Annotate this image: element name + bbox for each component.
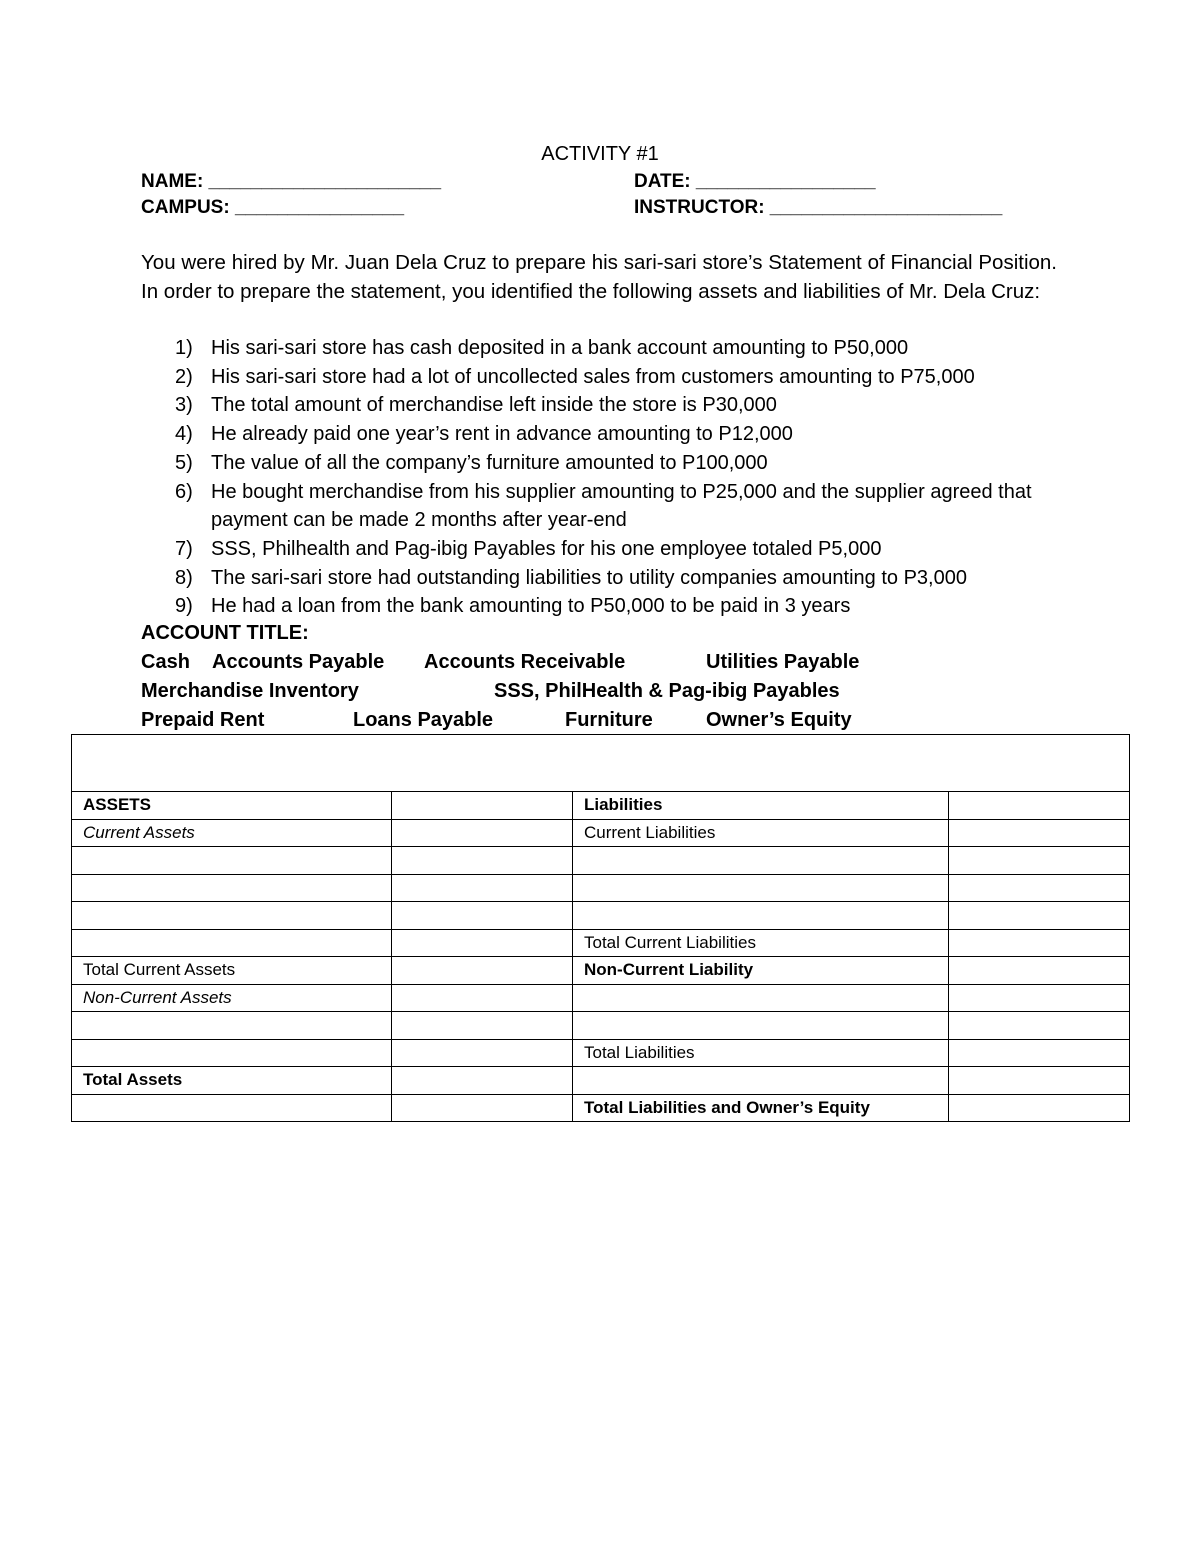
- account-cell[interactable]: [573, 847, 949, 875]
- account-owners-equity: Owner’s Equity: [706, 709, 852, 731]
- table-row: [72, 1012, 1130, 1040]
- account-cell[interactable]: [573, 874, 949, 902]
- items-list: [141, 334, 1057, 621]
- table-row: [72, 929, 1130, 957]
- amount-cell[interactable]: [392, 847, 573, 875]
- account-cash: Cash: [141, 651, 190, 673]
- table-row: [72, 984, 1130, 1012]
- account-utilities-payable: Utilities Payable: [706, 651, 860, 673]
- amount-cell[interactable]: [392, 929, 573, 957]
- table-row: [72, 874, 1130, 902]
- non-current-liability-label: Non-Current Liability: [573, 957, 949, 985]
- amount-cell[interactable]: [949, 874, 1130, 902]
- amount-cell[interactable]: [949, 792, 1130, 820]
- table-row: [72, 957, 1130, 985]
- amount-cell[interactable]: [949, 819, 1130, 847]
- amount-cell[interactable]: [392, 902, 573, 930]
- total-liabilities-equity-label: Total Liabilities and Owner’s Equity: [573, 1094, 949, 1122]
- list-item: 4) He already paid one year’s rent in advance amounting to P12,000: [175, 423, 793, 446]
- account-sss-payables: SSS, PhilHealth & Pag-ibig Payables: [494, 680, 840, 702]
- list-item: 3) The total amount of merchandise left inside the store is P30,000: [175, 394, 777, 417]
- amount-cell[interactable]: [392, 1012, 573, 1040]
- account-merchandise-inventory: Merchandise Inventory: [141, 680, 359, 702]
- account-cell[interactable]: [72, 874, 392, 902]
- amount-cell[interactable]: [949, 847, 1130, 875]
- amount-cell[interactable]: [392, 957, 573, 985]
- table-row: [72, 902, 1130, 930]
- amount-cell[interactable]: [392, 874, 573, 902]
- amount-cell[interactable]: [949, 1012, 1130, 1040]
- campus-field: CAMPUS: ________________: [141, 197, 405, 218]
- amount-cell[interactable]: [949, 1067, 1130, 1095]
- account-accounts-payable: Accounts Payable: [212, 651, 385, 673]
- list-item: 8) The sari-sari store had outstanding liabilities to utility companies amounting to P3,000: [175, 566, 967, 589]
- date-field: DATE: _________________: [634, 171, 876, 192]
- table-row: [72, 1094, 1130, 1122]
- table-row: [72, 847, 1130, 875]
- amount-cell[interactable]: [392, 792, 573, 820]
- list-item: 2) His sari-sari store had a lot of uncollected sales from customers amounting to P75,000: [175, 365, 975, 388]
- account-prepaid-rent: Prepaid Rent: [141, 709, 265, 731]
- list-item: 5) The value of all the company’s furniture amounted to P100,000: [175, 451, 768, 474]
- account-cell[interactable]: [573, 1067, 949, 1095]
- current-liabilities-label: Current Liabilities: [573, 819, 949, 847]
- intro-paragraph: You were hired by Mr. Juan Dela Cruz to prepare his sari-sari store’s Statement of Financial Position. In order to prepare the statement, you identified the following assets and liabilities of Mr. Dela Cruz:: [141, 251, 1057, 303]
- table-row: [72, 792, 1130, 820]
- amount-cell[interactable]: [949, 902, 1130, 930]
- total-assets-label: Total Assets: [72, 1067, 392, 1095]
- amount-cell[interactable]: [949, 957, 1130, 985]
- table-row: [72, 1039, 1130, 1067]
- account-cell[interactable]: [72, 847, 392, 875]
- table-title-row: [72, 735, 1130, 792]
- account-cell[interactable]: [72, 902, 392, 930]
- account-cell[interactable]: [72, 1012, 392, 1040]
- activity-title: ACTIVITY #1: [541, 143, 659, 165]
- assets-heading: ASSETS: [72, 792, 392, 820]
- statement-title-cell[interactable]: [72, 735, 1130, 792]
- account-furniture: Furniture: [565, 709, 653, 731]
- amount-cell[interactable]: [949, 984, 1130, 1012]
- list-item: 9) He had a loan from the bank amounting to P50,000 to be paid in 3 years: [175, 595, 851, 618]
- table-row: [72, 1067, 1130, 1095]
- non-current-assets-label: Non-Current Assets: [72, 984, 392, 1012]
- amount-cell[interactable]: [949, 929, 1130, 957]
- account-accounts-receivable: Accounts Receivable: [424, 651, 626, 673]
- list-item: 7) SSS, Philhealth and Pag-ibig Payables for his one employee totaled P5,000: [175, 537, 882, 560]
- name-field: NAME: ______________________: [141, 171, 442, 192]
- account-loans-payable: Loans Payable: [353, 709, 494, 731]
- account-cell[interactable]: [573, 1012, 949, 1040]
- amount-cell[interactable]: [949, 1039, 1130, 1067]
- amount-cell[interactable]: [392, 819, 573, 847]
- account-cell[interactable]: [72, 1039, 392, 1067]
- list-item: 1) His sari-sari store has cash deposited in a bank account amounting to P50,000: [175, 337, 909, 359]
- amount-cell[interactable]: [392, 984, 573, 1012]
- financial-position-table: [71, 734, 1130, 1122]
- instructor-field: INSTRUCTOR: ______________________: [634, 197, 1003, 218]
- account-cell[interactable]: [573, 902, 949, 930]
- current-assets-label: Current Assets: [72, 819, 392, 847]
- account-cell[interactable]: [72, 929, 392, 957]
- account-cell[interactable]: [573, 984, 949, 1012]
- amount-cell[interactable]: [392, 1067, 573, 1095]
- liabilities-heading: Liabilities: [573, 792, 949, 820]
- list-item: 6) He bought merchandise from his supplier amounting to P25,000 and the supplier agreed that payment can be made 2 months after year-end: [175, 480, 1032, 532]
- account-cell[interactable]: [72, 1094, 392, 1122]
- amount-cell[interactable]: [949, 1094, 1130, 1122]
- amount-cell[interactable]: [392, 1039, 573, 1067]
- total-current-liabilities-label: Total Current Liabilities: [573, 929, 949, 957]
- amount-cell[interactable]: [392, 1094, 573, 1122]
- total-current-assets-label: Total Current Assets: [72, 957, 392, 985]
- table-row: [72, 819, 1130, 847]
- total-liabilities-label: Total Liabilities: [573, 1039, 949, 1067]
- account-title-heading: ACCOUNT TITLE:: [141, 622, 309, 644]
